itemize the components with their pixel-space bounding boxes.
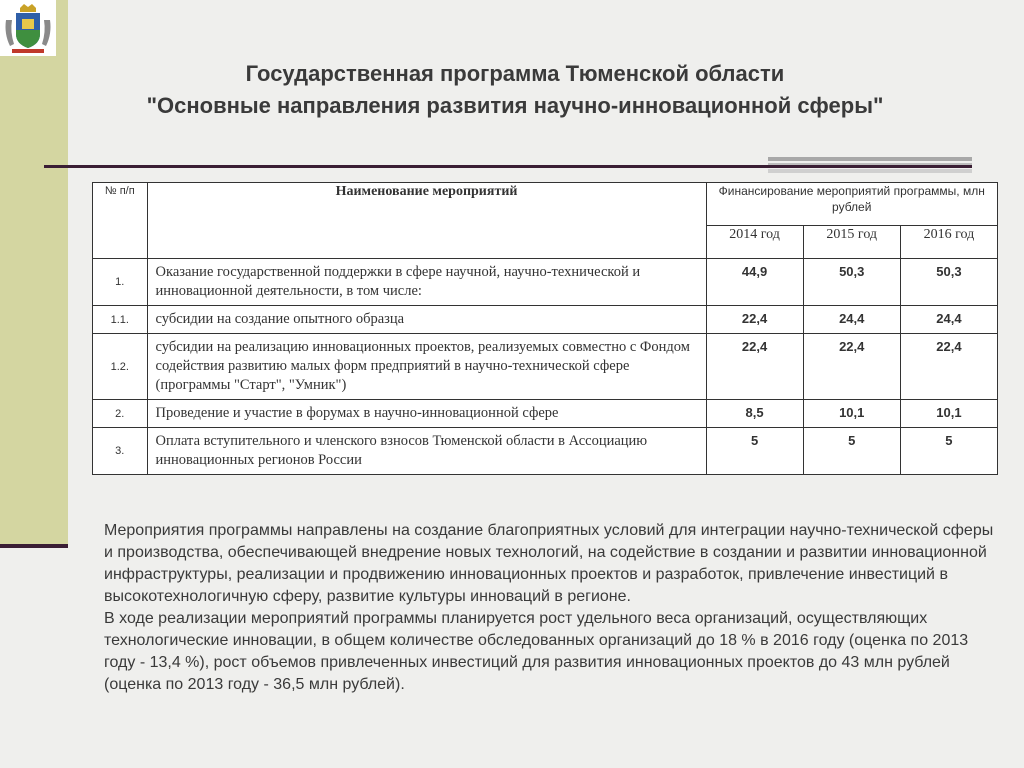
financing-table <box>92 182 998 475</box>
description-text <box>104 520 994 696</box>
row-num: 1.2. <box>93 334 148 400</box>
row-value-2014: 44,9 <box>706 259 803 306</box>
row-name: Оплата вступительного и членского взносов Тюменской области в Ассоциацию инновационных регионов России <box>147 428 706 475</box>
row-num: 1. <box>93 259 148 306</box>
row-value-2016: 5 <box>900 428 997 475</box>
header-name: Наименование мероприятий <box>147 183 706 259</box>
coat-of-arms-icon <box>0 0 56 56</box>
row-value-2015: 50,3 <box>803 259 900 306</box>
row-name: Оказание государственной поддержки в сфере научной, научно-технической и инновационной деятельности, в том числе: <box>147 259 706 306</box>
page-title <box>80 58 950 122</box>
header-year-2016: 2016 год <box>900 226 997 259</box>
header-num: № п/п <box>93 183 148 259</box>
row-name: субсидии на реализацию инновационных проектов, реализуемых совместно с Фондом содействия развитию малых форм предприятий в научно-технической сфере (программы "Старт", "Умник") <box>147 334 706 400</box>
description-paragraph-2: В ходе реализации мероприятий программы планируется рост удельного веса организаций, осуществляющих технологические инновации, в общем количестве обследованных организаций до 18 % в 2016 году (оценка по 2013 году - 13,4 %), рост объемов привлеченных инвестиций для развития инновационных проектов до 43 млн рублей (оценка по 2013 году - 36,5 млн рублей). <box>104 610 969 693</box>
row-value-2015: 22,4 <box>803 334 900 400</box>
header-financing: Финансирование мероприятий программы, млн рублей <box>706 183 998 226</box>
row-value-2016: 10,1 <box>900 400 997 428</box>
table-row <box>93 428 998 475</box>
description-paragraph-1: Мероприятия программы направлены на создание благоприятных условий для интеграции научно-технической сферы и производства, обеспечивающей внедрение новых технологий, на содействие в создании и развитии инновационной инфраструктуры, реализации и продвижению инновационных проектов и разработок, привлечение инвестиций в высокотехнологичную сферу, развитие культуры инноваций в регионе. <box>104 522 994 605</box>
header-year-2014: 2014 год <box>706 226 803 259</box>
row-value-2016: 24,4 <box>900 306 997 334</box>
table-row <box>93 306 998 334</box>
row-value-2015: 24,4 <box>803 306 900 334</box>
row-value-2014: 22,4 <box>706 334 803 400</box>
row-name: Проведение и участие в форумах в научно-инновационной сфере <box>147 400 706 428</box>
table-row <box>93 334 998 400</box>
row-value-2014: 22,4 <box>706 306 803 334</box>
row-value-2014: 5 <box>706 428 803 475</box>
table-header-row <box>93 183 998 226</box>
table-row <box>93 400 998 428</box>
title-line-1: Государственная программа Тюменской области <box>245 61 785 86</box>
row-num: 2. <box>93 400 148 428</box>
sidebar-divider <box>0 544 68 548</box>
left-strip-bottom <box>0 546 68 768</box>
table-row <box>93 259 998 306</box>
left-sidebar-strip <box>0 0 68 546</box>
header-year-2015: 2015 год <box>803 226 900 259</box>
row-value-2016: 50,3 <box>900 259 997 306</box>
row-value-2014: 8,5 <box>706 400 803 428</box>
title-line-2: "Основные направления развития научно-инновационной сферы" <box>146 93 884 118</box>
row-value-2015: 10,1 <box>803 400 900 428</box>
row-num: 3. <box>93 428 148 475</box>
row-value-2015: 5 <box>803 428 900 475</box>
row-value-2016: 22,4 <box>900 334 997 400</box>
row-num: 1.1. <box>93 306 148 334</box>
title-divider <box>44 165 972 168</box>
row-name: субсидии на создание опытного образца <box>147 306 706 334</box>
